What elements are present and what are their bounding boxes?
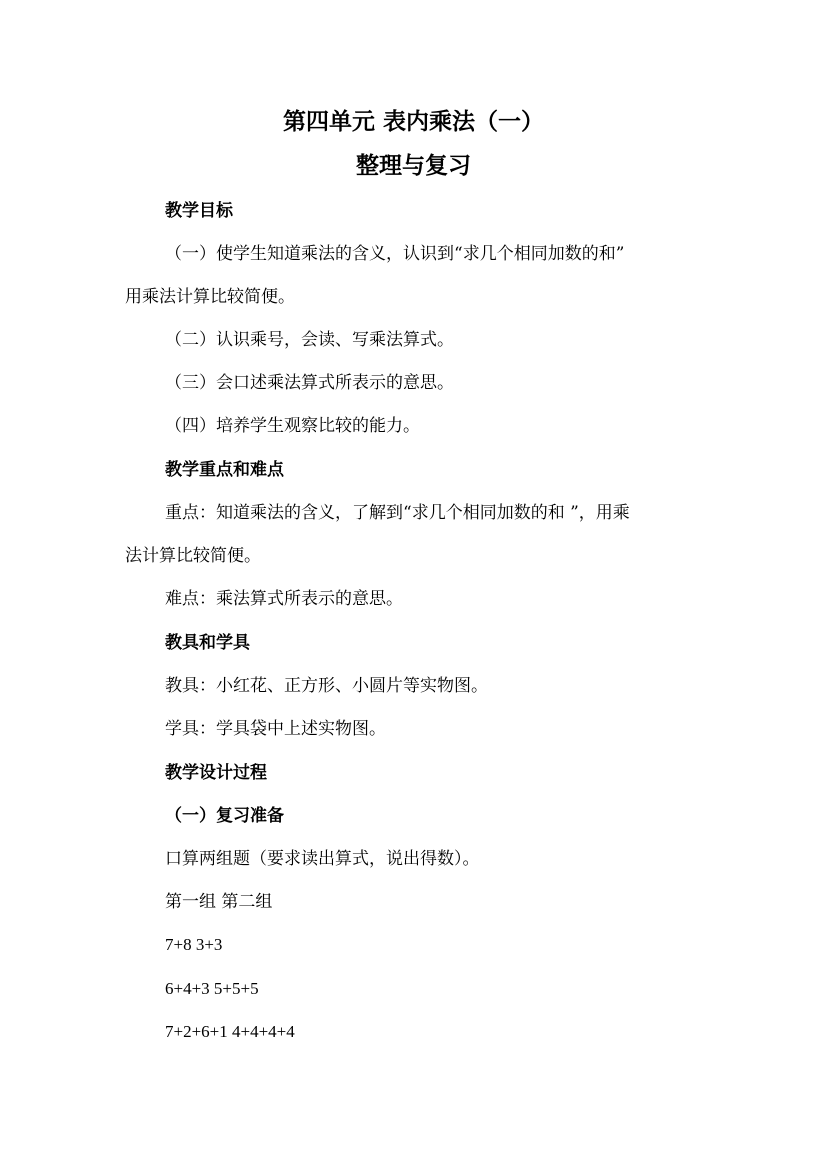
- paragraph-line: （二）认识乘号，会读、写乘法算式。: [165, 330, 454, 350]
- paragraph-line: 难点：乘法算式所表示的意思。: [165, 589, 403, 609]
- section-heading-teaching-goals: 教学目标: [165, 201, 233, 221]
- paragraph-line: （一）使学生知道乘法的含义，认识到“求几个相同加数的和”: [165, 244, 625, 264]
- paragraph-line: 口算两组题（要求读出算式，说出得数）。: [165, 849, 480, 869]
- document-subtitle: 整理与复习: [356, 152, 471, 179]
- paragraph-line: 教具：小红花、正方形、小圆片等实物图。: [165, 676, 488, 696]
- paragraph-line: 重点：知道乘法的含义，了解到“求几个相同加数的和 ”，用乘: [165, 503, 630, 523]
- exercise-line: 7+2+6+1 4+4+4+4: [165, 1022, 295, 1041]
- section-heading-teaching-process: 教学设计过程: [165, 763, 267, 783]
- paragraph-line: 用乘法计算比较简便。: [125, 287, 295, 307]
- section-heading-teaching-aids: 教具和学具: [165, 633, 250, 653]
- document-title: 第四单元 表内乘法（一）: [282, 108, 544, 135]
- paragraph-line: （四）培养学生观察比较的能力。: [165, 416, 420, 436]
- subsection-heading-review: （一）复习准备: [165, 806, 284, 826]
- exercise-line: 7+8 3+3: [165, 935, 223, 954]
- paragraph-line: 第一组 第二组: [165, 892, 273, 912]
- paragraph-line: （三）会口述乘法算式所表示的意思。: [165, 373, 454, 393]
- exercise-line: 6+4+3 5+5+5: [165, 979, 259, 998]
- section-heading-key-points: 教学重点和难点: [165, 460, 284, 480]
- paragraph-line: 学具：学具袋中上述实物图。: [165, 719, 386, 739]
- paragraph-line: 法计算比较简便。: [125, 546, 261, 566]
